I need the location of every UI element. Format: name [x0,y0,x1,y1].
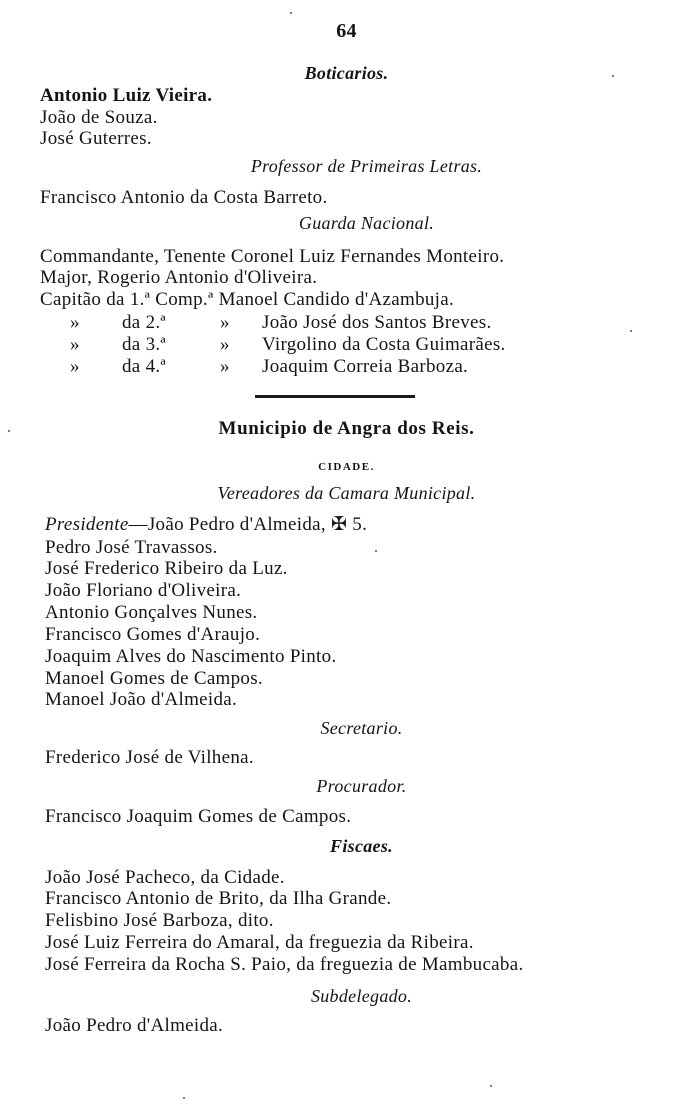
president-name: —João Pedro d'Almeida, [128,514,326,535]
company-label: da 2.ª [122,312,166,333]
print-speck [8,430,10,432]
company-captain: Virgolino da Costa Guimarães. [262,334,506,355]
president-label: Presidente [45,514,129,535]
name-line: Francisco Antonio da Costa Barreto. [40,187,328,208]
vereador-line: Manoel Gomes de Campos. [45,668,263,689]
page-number: 64 [336,20,357,42]
guarda-company-row [70,334,506,356]
ditto-mark: » [220,356,230,377]
heading-boticarios: Boticarios. [304,63,389,83]
heading-secretario: Secretario. [320,718,403,738]
heading-procurador: Procurador. [316,776,407,796]
print-speck [183,1097,185,1099]
name-line: Antonio Luiz Vieira. [40,85,213,106]
heading-guarda-nacional: Guarda Nacional. [298,213,435,233]
fiscal-line: José Ferreira da Rocha S. Paio, da freguezia de Mambucaba. [45,954,524,975]
company-label: da 4.ª [122,356,166,377]
name-line: José Guterres. [40,128,152,149]
section-divider [255,395,415,398]
president-line [45,514,367,536]
cross-order-icon: ✠ [330,514,348,535]
ditto-mark: » [70,356,80,377]
company-captain: Joaquim Correia Barboza. [262,356,469,377]
company-captain: João José dos Santos Breves. [262,312,492,333]
municipio-title: Municipio de Angra dos Reis. [218,418,475,439]
print-speck [490,1085,492,1087]
guarda-line: Commandante, Tenente Coronel Luiz Fernandes Monteiro. [40,246,505,267]
vereador-line: Manoel João d'Almeida. [45,689,238,710]
vereador-line: João Floriano d'Oliveira. [45,580,242,601]
secretario-name: Frederico José de Vilhena. [45,747,254,768]
print-speck [375,550,377,552]
print-speck [290,12,292,14]
ditto-mark: » [70,334,80,355]
heading-vereadores: Vereadores da Camara Municipal. [217,483,476,503]
ditto-mark: » [70,312,80,333]
guarda-company-row [70,356,468,378]
name-line: João de Souza. [40,107,158,128]
print-speck [612,75,614,77]
president-order-number: 5. [352,514,368,535]
vereador-line: Pedro José Travassos. [45,537,218,558]
company-label: da 3.ª [122,334,166,355]
vereador-line: José Frederico Ribeiro da Luz. [45,558,288,579]
heading-subdelegado: Subdelegado. [310,986,413,1006]
procurador-name: Francisco Joaquim Gomes de Campos. [45,806,352,827]
heading-fiscaes: Fiscaes. [330,836,393,856]
vereador-line: Francisco Gomes d'Araujo. [45,624,261,645]
fiscal-line: João José Pacheco, da Cidade. [45,867,285,888]
fiscal-line: Felisbino José Barboza, dito. [45,910,274,931]
ditto-mark: » [220,334,230,355]
heading-professor: Professor de Primeiras Letras. [250,156,483,176]
fiscal-line: Francisco Antonio de Brito, da Ilha Grande. [45,888,392,909]
vereador-line: Joaquim Alves do Nascimento Pinto. [45,646,337,667]
guarda-company-row [70,312,492,334]
vereador-line: Antonio Gonçalves Nunes. [45,602,258,623]
ditto-mark: » [220,312,230,333]
municipio-subtitle: CIDADE. [318,461,375,473]
guarda-line: Major, Rogerio Antonio d'Oliveira. [40,267,318,288]
subdelegado-name: João Pedro d'Almeida. [45,1015,224,1036]
print-speck [630,330,632,332]
fiscal-line: José Luiz Ferreira do Amaral, da freguezia da Ribeira. [45,932,474,953]
guarda-line: Capitão da 1.ª Comp.ª Manoel Candido d'Azambuja. [40,289,455,310]
